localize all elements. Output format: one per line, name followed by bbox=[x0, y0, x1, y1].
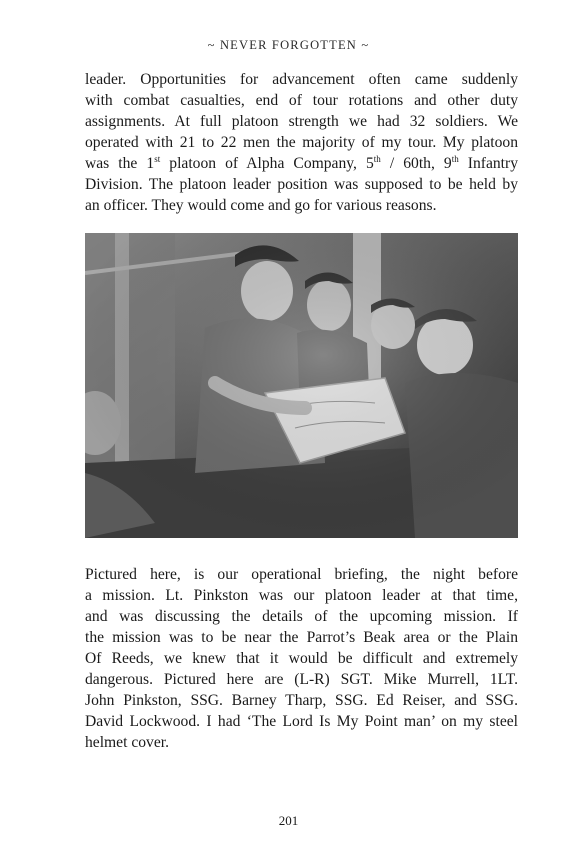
page-number: 201 bbox=[278, 813, 299, 828]
text-line: assignments. At full platoon strength we had 32 soldiers. We bbox=[85, 113, 518, 130]
ordinal-suffix: th bbox=[373, 153, 381, 164]
text-line: leader. Opportunities for advancement often came suddenly bbox=[85, 71, 518, 88]
running-header: ~ NEVER FORGOTTEN ~ bbox=[207, 38, 370, 52]
text-line: John Pinkston, SSG. Barney Tharp, SSG. Ed Reiser, and SSG. bbox=[85, 692, 518, 709]
text-line: with combat casualties, end of tour rotations and other duty bbox=[85, 92, 518, 109]
body-paragraph-top bbox=[85, 69, 518, 216]
text-line: the mission was to be near the Parrot’s Beak area or the Plain bbox=[85, 629, 518, 646]
caption-paragraph bbox=[85, 564, 518, 753]
text-line: dangerous. Pictured here are (L-R) SGT. Mike Murrell, 1LT. bbox=[85, 671, 518, 688]
text-line: an officer. They would come and go for various reasons. bbox=[85, 197, 437, 214]
text-line: helmet cover. bbox=[85, 734, 169, 751]
text-line-with-ordinals bbox=[85, 153, 518, 174]
photo-illustration bbox=[85, 233, 518, 538]
ordinal-suffix: th bbox=[451, 153, 459, 164]
text-fragment: was the 1 bbox=[85, 155, 155, 172]
text-line: Division. The platoon leader position was supposed to be held by bbox=[85, 176, 518, 193]
text-line: and was discussing the details of the upcoming mission. If bbox=[85, 608, 518, 625]
text-fragment: platoon of Alpha Company, 5 bbox=[160, 155, 374, 172]
text-line: operated with 21 to 22 men the majority of my tour. My platoon bbox=[85, 134, 518, 151]
text-fragment: Infantry bbox=[458, 155, 519, 172]
text-fragment: / 60th, 9 bbox=[380, 155, 452, 172]
text-line: David Lockwood. I had ‘The Lord Is My Point man’ on my steel bbox=[85, 713, 518, 730]
ordinal-suffix: st bbox=[154, 153, 161, 164]
text-line: Of Reeds, we knew that it would be difficult and extremely bbox=[85, 650, 518, 667]
text-line: a mission. Lt. Pinkston was our platoon leader at that time, bbox=[85, 587, 518, 604]
text-line: Pictured here, is our operational briefing, the night before bbox=[85, 566, 518, 583]
briefing-photo bbox=[85, 233, 518, 538]
photo-lighting bbox=[85, 233, 518, 538]
